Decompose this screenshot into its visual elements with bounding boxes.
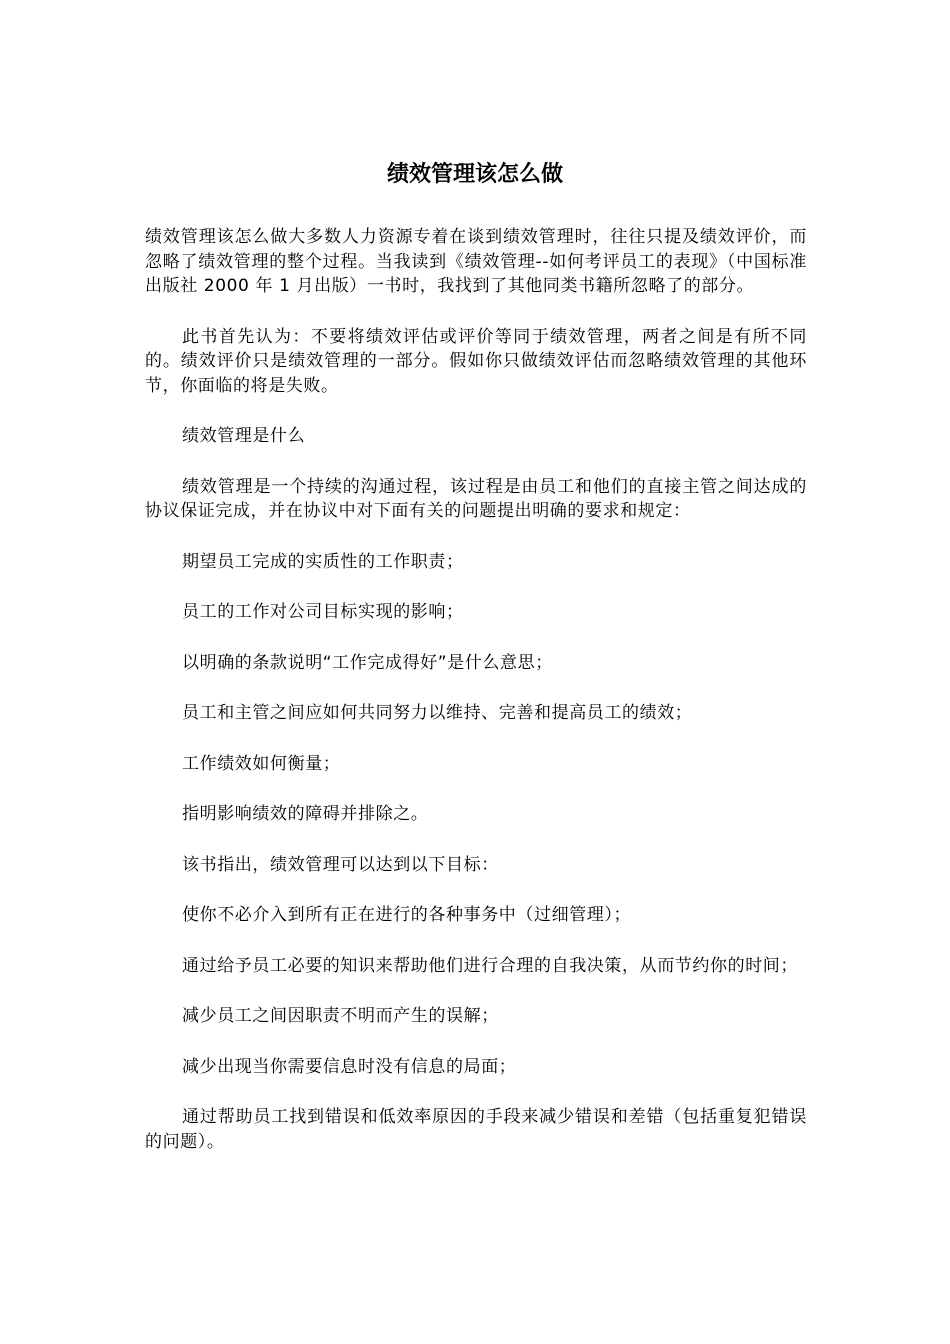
list-item: 员工和主管之间应如何共同努力以维持、完善和提高员工的绩效； [182,703,693,723]
paragraph-book-view: 此书首先认为：不要将绩效评估或评价等同于绩效管理，两者之间是有所不同的。绩效评价只是绩效管理的一部分。假如你只做绩效评估而忽略绩效管理的其他环节，你面临的将是失败。 [145,326,807,396]
document-body [145,225,807,1180]
list-item: 使你不必介入到所有正在进行的各种事务中（过细管理）； [182,905,632,925]
list-item: 期望员工完成的实质性的工作职责； [182,551,464,572]
list-item: 工作绩效如何衡量； [182,753,341,774]
list-item: 通过给予员工必要的知识来帮助他们进行合理的自我决策，从而节约你的时间； [182,955,798,976]
section-heading-what-is: 绩效管理是什么 [182,426,306,446]
paragraph-goals-intro: 该书指出，绩效管理可以达到以下目标： [182,854,499,875]
list-item: 减少员工之间因职责不明而产生的误解； [182,1006,499,1026]
list-item: 员工的工作对公司目标实现的影响； [182,602,464,622]
list-item: 通过帮助员工找到错误和低效率原因的手段来减少错误和差错（包括重复犯错误的问题）。 [145,1107,807,1152]
document-title: 绩效管理该怎么做 [386,162,563,187]
list-item: 指明影响绩效的障碍并排除之。 [182,804,429,824]
list-item: 以明确的条款说明“工作完成得好”是什么意思； [182,652,553,673]
paragraph-intro: 绩效管理该怎么做大多数人力资源专着在谈到绩效管理时，往往只提及绩效评价，而忽略了绩效管理的整个过程。当我读到《绩效管理--如何考评员工的表现》（中国标准出版社 2000 年 1 月出版）一书时，我找到了其他同类书籍所忽略了的部分。 [145,227,807,296]
paragraph-definition: 绩效管理是一个持续的沟通过程，该过程是由员工和他们的直接主管之间达成的协议保证完成，并在协议中对下面有关的问题提出明确的要求和规定： [145,476,807,521]
list-item: 减少出现当你需要信息时没有信息的局面； [182,1056,517,1077]
